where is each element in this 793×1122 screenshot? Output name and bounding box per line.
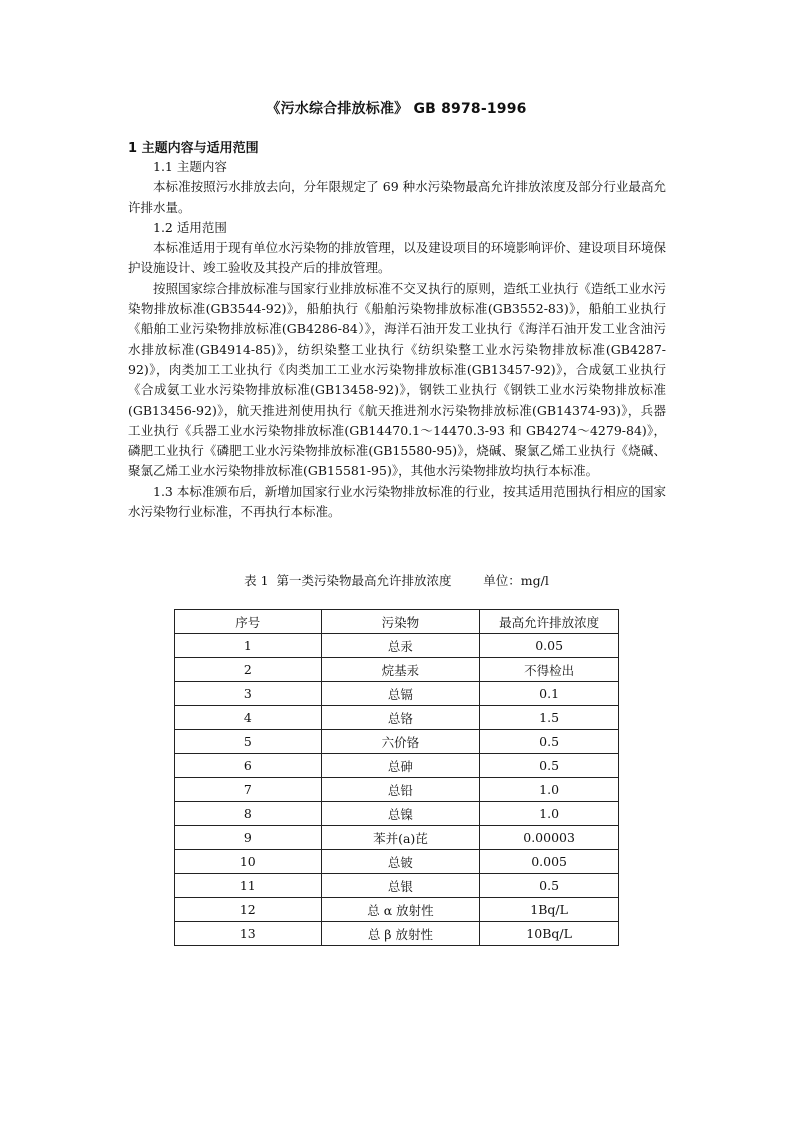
table-cell: 总砷 <box>321 754 480 778</box>
table-row <box>175 802 619 826</box>
table-cell: 苯并(a)芘 <box>321 826 480 850</box>
table-cell: 总 β 放射性 <box>321 922 480 946</box>
table-caption: 表 1 第一类污染物最高允许排放浓度 单位：mg/l <box>244 573 549 588</box>
table-cell: 1Bq/L <box>480 898 619 922</box>
subsection-heading-1-2: 1.2 适用范围 <box>153 219 227 235</box>
table-row <box>175 634 619 658</box>
table-row <box>175 898 619 922</box>
table-cell: 4 <box>175 706 322 730</box>
pollutant-table <box>174 609 619 946</box>
table-cell: 11 <box>175 874 322 898</box>
table-cell: 六价铬 <box>321 730 480 754</box>
table-cell: 12 <box>175 898 322 922</box>
paragraph: 本标准按照污水排放去向，分年限规定了 69 种水污染物最高允许排放浓度及部分行业最高允许排水量。 <box>128 179 666 215</box>
table-cell: 0.5 <box>480 730 619 754</box>
table-cell: 总汞 <box>321 634 480 658</box>
paragraph: 按照国家综合排放标准与国家行业排放标准不交叉执行的原则，造纸工业执行《造纸工业水污染物排放标准(GB3544-92)》，船舶执行《船舶污染物排放标准(GB3552-83)》，船舶工业执行《船舶工业污染物排放标准(GB4286-84）》，海洋石油开发工业执行《海洋石油开发工业含油污水排放标准(GB4914-85)》，纺织染整工业执行《纺织染整工业水污染物排放标准(GB4287-92)》，肉类加工工业执行《肉类加工工业水污染物排放标准(GB13457-92)》，合成氨工业执行《合成氨工业水污染物排放标准(GB13458-92)》，钢铁工业执行《钢铁工业水污染物排放标准(GB13456-92)》，航天推进剂使用执行《航天推进剂水污染物排放标准(GB14374-93)》，兵器工业执行《兵器工业水污染物排放标准(GB14470.1～14470.3-93 和 GB4274～4279-84)》，磷肥工业执行《磷肥工业水污染物排放标准(GB15580-95)》，烧碱、聚氯乙烯工业执行《烧碱、聚氯乙烯工业水污染物排放标准(GB15581-95)》，其他水污染物排放均执行本标准。 <box>128 280 666 479</box>
document-title: 《污水综合排放标准》 GB 8978-1996 <box>266 101 527 117</box>
table-row <box>175 874 619 898</box>
table-cell: 9 <box>175 826 322 850</box>
table-cell: 10 <box>175 850 322 874</box>
column-header: 序号 <box>175 610 322 634</box>
table-cell: 5 <box>175 730 322 754</box>
table-cell: 总镉 <box>321 682 480 706</box>
table-row <box>175 706 619 730</box>
table-cell: 13 <box>175 922 322 946</box>
table-cell: 总铅 <box>321 778 480 802</box>
table-cell: 1.5 <box>480 706 619 730</box>
column-header: 最高允许排放浓度 <box>480 610 619 634</box>
table-row <box>175 826 619 850</box>
table-row <box>175 922 619 946</box>
table-cell: 1 <box>175 634 322 658</box>
paragraph: 1.3 本标准颁布后，新增加国家行业水污染物排放标准的行业，按其适用范围执行相应的国家水污染物行业标准，不再执行本标准。 <box>128 483 666 520</box>
table-cell: 总铬 <box>321 706 480 730</box>
table-cell: 总银 <box>321 874 480 898</box>
table-cell: 10Bq/L <box>480 922 619 946</box>
table-cell: 0.005 <box>480 850 619 874</box>
table-cell: 不得检出 <box>480 658 619 682</box>
table-row <box>175 850 619 874</box>
table-cell: 总镍 <box>321 802 480 826</box>
table-cell: 6 <box>175 754 322 778</box>
table-cell: 1.0 <box>480 778 619 802</box>
table-cell: 烷基汞 <box>321 658 480 682</box>
section-heading: 1 主题内容与适用范围 <box>128 141 259 156</box>
paragraph: 本标准适用于现有单位水污染物的排放管理，以及建设项目的环境影响评价、建设项目环境保护设施设计、竣工验收及其投产后的排放管理。 <box>128 240 666 276</box>
table-cell: 0.05 <box>480 634 619 658</box>
table-row <box>175 730 619 754</box>
table-cell: 7 <box>175 778 322 802</box>
table-cell: 0.1 <box>480 682 619 706</box>
table-cell: 总 α 放射性 <box>321 898 480 922</box>
body-text <box>128 157 666 522</box>
table-row <box>175 682 619 706</box>
subsection-heading-1-1: 1.1 主题内容 <box>153 159 227 174</box>
table-cell: 8 <box>175 802 322 826</box>
table-cell: 0.5 <box>480 874 619 898</box>
table-cell: 1.0 <box>480 802 619 826</box>
column-header: 污染物 <box>321 610 480 634</box>
table-cell: 0.5 <box>480 754 619 778</box>
table-cell: 3 <box>175 682 322 706</box>
table-row <box>175 778 619 802</box>
table-cell: 2 <box>175 658 322 682</box>
table-row <box>175 658 619 682</box>
table-header-row <box>175 610 619 634</box>
table-cell: 总铍 <box>321 850 480 874</box>
table-row <box>175 754 619 778</box>
table-cell: 0.00003 <box>480 826 619 850</box>
